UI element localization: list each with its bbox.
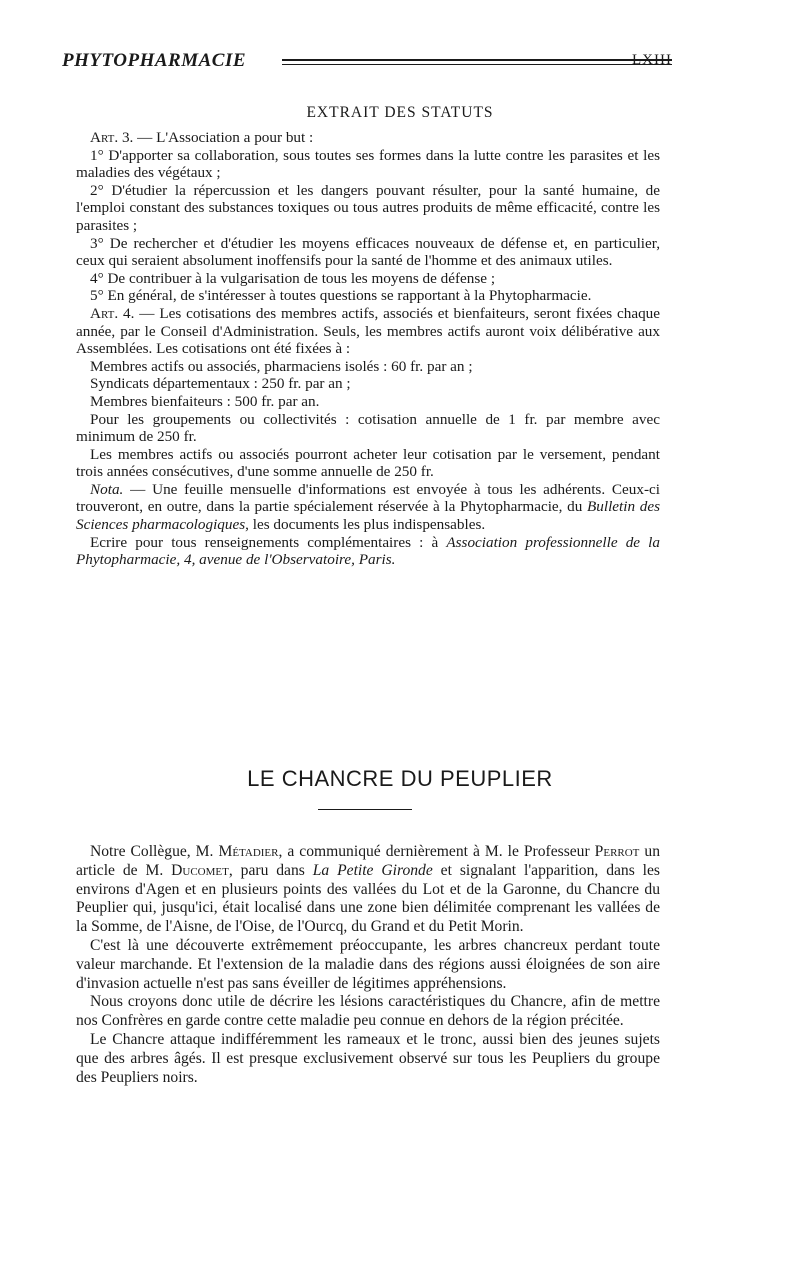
running-head [62, 50, 672, 74]
fee-buyout: Les membres actifs ou associés pourront acheter leur cotisation par le versement, pendant trois années consécutives, d'une somme annuelle de 250 fr. [76, 445, 660, 481]
article-4-label: Art. 4. [90, 304, 135, 322]
article-title: LE CHANCRE DU PEUPLIER [247, 766, 553, 791]
aim-item-3: 3° De rechercher et d'étudier les moyens efficaces nouveaux de défense et, en particulier, ceux qui seraient absolument inoffensifs pour la santé de l'homme et des animaux utiles. [76, 234, 660, 270]
aim-item-2: 2° D'étudier la répercussion et les dangers pouvant résulter, pour la santé humaine, de l'emploi constant des substances toxiques ou tous autres produits de même efficacité, contre les parasites ; [76, 181, 660, 234]
newspaper-title: La Petite Gironde [312, 861, 433, 879]
fee-line-groups: Pour les groupements ou collectivités : cotisation annuelle de 1 fr. par membre avec minimum de 250 fr. [76, 410, 660, 446]
association-address: Association professionnelle de la Phytopharmacie, 4, avenue de l'Observatoire, Paris. [76, 533, 660, 569]
fee-line-active: Membres actifs ou associés, pharmaciens isolés : 60 fr. par an ; [90, 357, 473, 375]
contact-paragraph: Ecrire pour tous renseignements complémentaires : à Association professionnelle de la Phytopharmacie, 4, avenue de l'Observatoire, Paris. [76, 533, 660, 569]
article-4: Art. 4. — Les cotisations des membres actifs, associés et bienfaiteurs, seront fixées chaque année, par le Conseil d'Administration. Seuls, les membres actifs auront voix délibérative aux Assemblées. Les cotisations ont été fixées à : [76, 304, 660, 358]
article-paragraph-3: Nous croyons donc utile de décrire les lésions caractéristiques du Chancre, afin de mettre nos Confrères en garde contre cette maladie peu connue en dehors de la région précitée. [76, 993, 660, 1030]
bulletin-title: Bulletin des Sciences pharmacologiques [76, 498, 660, 534]
title-divider [318, 809, 412, 810]
name-perrot: Perrot [594, 843, 640, 860]
article-3-intro: Art. 3. — L'Association a pour but : [90, 129, 314, 146]
aim-item-4: 4° De contribuer à la vulgarisation de tous les moyens de défense ; [90, 269, 496, 287]
aim-item-1: 1° D'apporter sa collaboration, sous toutes ses formes dans la lutte contre les parasites et les maladies des végétaux ; [76, 146, 660, 182]
article-body [76, 843, 660, 1087]
fee-line-syndicates: Syndicats départementaux : 250 fr. par an ; [90, 375, 351, 393]
page-number: LXIII [632, 52, 672, 68]
article-paragraph-2: C'est là une découverte extrêmement préoccupante, les arbres chancreux perdant toute valeur marchande. Et l'extension de la maladie dans des régions aussi éloignées de son aire d'invasion actuelle n'est pas sans éveiller de légitimes appréhensions. [76, 936, 660, 992]
nota-paragraph: Nota. — Une feuille mensuelle d'informations est envoyée à tous les adhérents. Ceux-ci trouveront, en outre, dans la partie spécialement réservée à la Phytopharmacie, du Bulletin des Sciences pharmacologiques, les documents les plus indispensables. [76, 480, 660, 534]
aim-item-5: 5° En général, de s'intéresser à toutes questions se rapportant à la Phytopharmacie. [90, 287, 592, 305]
name-metadier: Métadier [218, 843, 279, 860]
statuts-heading: EXTRAIT DES STATUTS [306, 104, 494, 121]
fee-line-benefactors: Membres bienfaiteurs : 500 fr. par an. [90, 392, 320, 410]
name-ducomet: Ducomet [171, 861, 229, 879]
statuts-body [76, 129, 660, 569]
article-paragraph-1: Notre Collègue, M. Métadier, a communiqué dernièrement à M. le Professeur Perrot un article de M. Ducomet, paru dans La Petite Gironde et signalant l'apparition, dans les environs d'Agen et en plusieurs points des vallées du Lot et de la Garonne, du Chancre du Peuplier qui, jusqu'ici, était localisé dans une zone bien délimitée comprenant les vallées de la Somme, de l'Aisne, de l'Oise, de l'Ourcq, du Grand et du Petit Morin. [76, 843, 660, 936]
nota-label: Nota. [90, 480, 124, 498]
header-rule [282, 59, 672, 65]
article-paragraph-4: Le Chancre attaque indifféremment les rameaux et le tronc, aussi bien des jeunes sujets que des arbres âgés. Il est presque exclusivement observé sur tous les Peupliers du groupe des Peupliers noirs. [76, 1030, 660, 1086]
journal-title: PHYTOPHARMACIE [62, 50, 247, 71]
article-3-label: Art. 3. [90, 129, 134, 146]
